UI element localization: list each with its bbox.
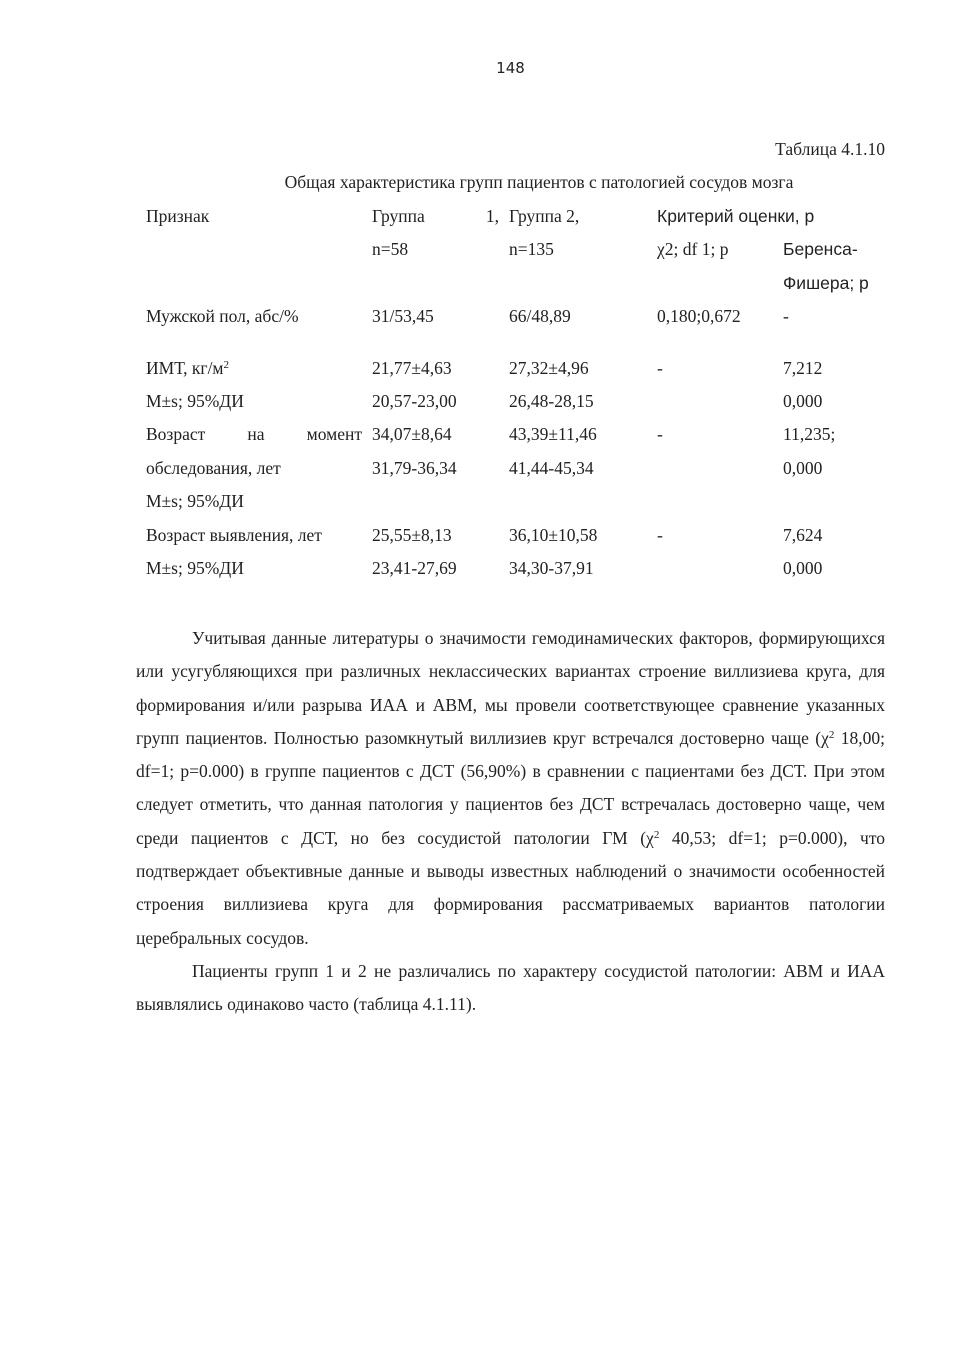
row-label-line2: M±s; 95%ДИ (146, 558, 244, 579)
table-row-gap (136, 334, 881, 352)
row-berens-value (773, 352, 881, 419)
row-group2-ci: 26,48-28,15 (509, 391, 594, 412)
row-group2-value (499, 519, 647, 586)
row-berens-value (773, 418, 881, 518)
row-berens-value: - (783, 306, 789, 327)
row-chi-value: 0,180;0,672 (657, 306, 741, 327)
header-group1-word: Группа (372, 206, 425, 226)
row-label: Мужской пол, абс/% (146, 306, 299, 327)
header-berens (783, 233, 869, 300)
body-text (136, 622, 885, 1022)
row-group1-mean: 21,77±4,63 (372, 357, 452, 378)
row-group2-mean: 43,39±11,46 (509, 424, 597, 445)
paragraph-text: 18,00; df=1; p=0.000) в группе пациентов с ДСТ (56,90%) в сравнении с пациентами без ДСТ. При этом следует отметить, что данная патология у пациентов без ДСТ встречалась достоверно чаще, чем среди пациентов с ДСТ, но без сосудистой патологии ГМ (χ (136, 727, 885, 848)
header-group1-number: 1, (485, 206, 499, 226)
row-group1-ci: 23,41-27,69 (372, 558, 457, 579)
row-group1-ci: 31,79-36,34 (372, 457, 457, 478)
row-group1-value: 31/53,45 (372, 306, 434, 327)
row-berens-stat: 7,212 (783, 357, 823, 378)
chi-square-sup: 2 (828, 728, 835, 741)
header-sign: Признак (146, 206, 210, 226)
row-group1-value (362, 352, 499, 419)
row-group2-value: 66/48,89 (509, 306, 571, 327)
table-row-age-exam (136, 418, 881, 518)
row-label-word: на (247, 424, 265, 445)
paragraph (136, 622, 885, 955)
row-label (136, 352, 362, 419)
row-label-line1: Возраст выявления, лет (146, 524, 322, 545)
row-label-line3: M±s; 95%ДИ (146, 491, 244, 512)
row-label-word: Возраст (146, 424, 206, 445)
row-group1-value (362, 418, 499, 518)
row-berens-p: 0,000 (783, 457, 823, 478)
header-group1-line1 (372, 200, 499, 233)
header-group1 (362, 200, 499, 300)
row-berens-stat: 11,235; (783, 424, 836, 445)
row-group2-ci: 41,44-45,34 (509, 457, 594, 478)
row-group1-mean: 25,55±8,13 (372, 524, 452, 545)
data-table (136, 200, 881, 585)
header-berens-line1: Беренса- (783, 239, 858, 260)
row-group2-mean: 36,10±10,58 (509, 524, 598, 545)
row-chi-value: - (657, 524, 663, 545)
row-chi-value: - (657, 424, 663, 445)
header-group2-label: Группа 2, (509, 206, 580, 226)
table-title: Общая характеристика групп пациентов с патологией сосудов мозга (284, 172, 794, 192)
row-berens-stat: 7,624 (783, 524, 823, 545)
row-group2-value (499, 418, 647, 518)
header-berens-line2: Фишера; р (783, 272, 869, 293)
header-chi: χ2; df 1; р (657, 239, 729, 260)
row-label-bmi-text: ИМТ, кг/м (146, 357, 224, 378)
row-berens-value (773, 519, 881, 586)
page-number: 148 (496, 59, 525, 77)
chi-square-sup: 2 (653, 828, 660, 841)
row-group2-mean: 27,32±4,96 (509, 357, 589, 378)
table-row-age-detect (136, 519, 881, 586)
row-chi-value: - (657, 357, 663, 378)
header-group1-n: n=58 (372, 239, 409, 260)
paragraph: Пациенты групп 1 и 2 не различались по характеру сосудистой патологии: АВМ и ИАА выявлялись одинаково часто (таблица 4.1.11). (136, 960, 885, 1015)
header-criterion-sub (657, 233, 881, 300)
row-group1-ci: 20,57-23,00 (372, 391, 457, 412)
table-header-row (136, 200, 881, 300)
row-group1-mean: 34,07±8,64 (372, 424, 452, 445)
header-criterion-title: Критерий оценки, р (657, 206, 815, 226)
row-label-line2: M±s; 95%ДИ (146, 391, 244, 412)
paragraph-text: Учитывая данные литературы о значимости гемодинамических факторов, формирующихся или усугубляющихся при различных неклассических вариантах строение виллизиева круга, для формирования и/или разрыва ИАА и АВМ, мы провели соответствующее сравнение указанных групп пациентов. Полностью разомкнутый виллизиев круг встречался достоверно чаще (χ (136, 628, 885, 748)
header-group2 (499, 200, 647, 300)
table-row-male (136, 300, 881, 333)
header-group2-n: n=135 (509, 239, 554, 260)
row-group2-ci: 34,30-37,91 (509, 558, 594, 579)
row-group1-value (362, 519, 499, 586)
row-label-line2: обследования, лет (146, 457, 281, 478)
row-label-bmi-sup: 2 (223, 358, 230, 371)
header-criterion (647, 200, 881, 300)
row-group2-value (499, 352, 647, 419)
row-label-word: момент (306, 424, 362, 445)
row-label (136, 418, 362, 518)
row-label (136, 519, 362, 586)
paragraph-text: 40,53; df=1; p=0.000), что подтверждает объективные данные и выводы известных наблюдений о значимости особенностей строения виллизиева круга для формирования рассматриваемых вариантов патологии церебральных сосудов. (136, 827, 885, 948)
row-berens-p: 0,000 (783, 558, 823, 579)
row-label-line1 (146, 418, 362, 451)
row-label-line1 (146, 352, 362, 385)
table-row-bmi (136, 352, 881, 419)
table-label: Таблица 4.1.10 (775, 139, 885, 159)
row-berens-p: 0,000 (783, 391, 823, 412)
